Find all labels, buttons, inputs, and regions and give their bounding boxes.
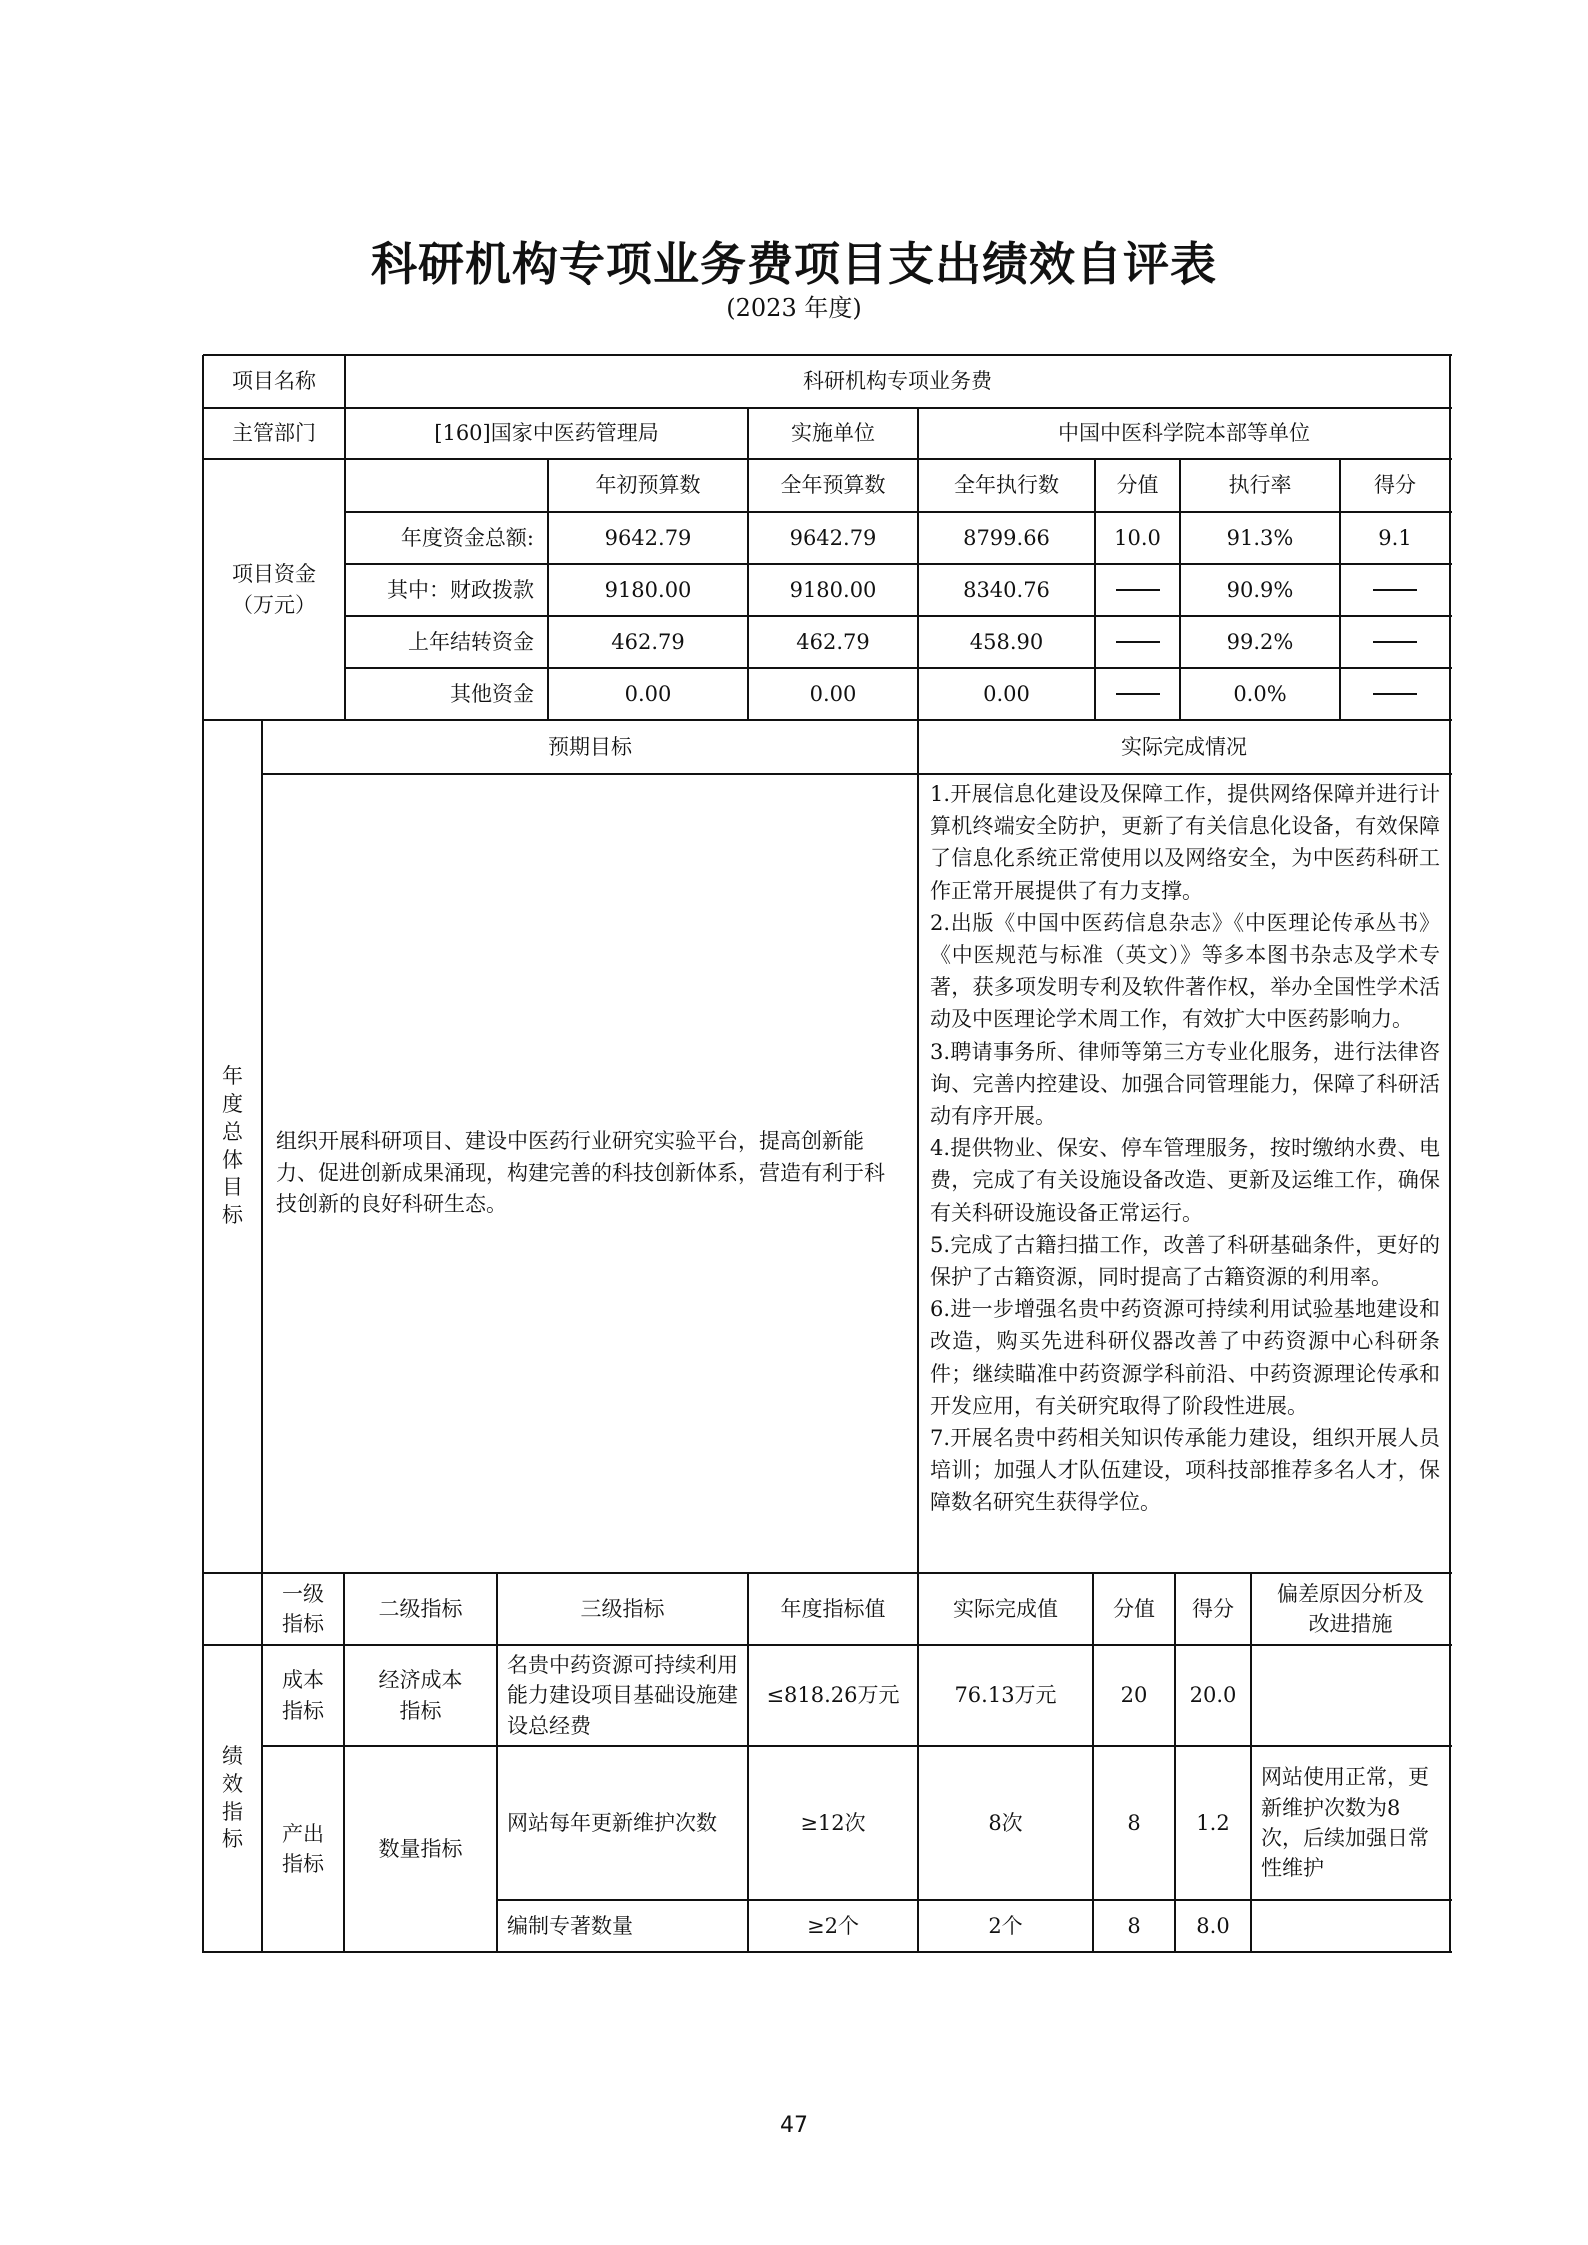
indicator-weight-text: 8	[1127, 1810, 1141, 1835]
annual-goals-label-text: 年度总体目标	[222, 1064, 243, 1227]
grid-line	[203, 407, 1452, 409]
indicator-level2-text: 经济成本指标	[378, 1668, 463, 1723]
funds-value-score	[1340, 512, 1450, 564]
indicator-weight	[1093, 1645, 1175, 1746]
actual-completion-header	[918, 720, 1450, 774]
indicator-col-header	[497, 1573, 748, 1645]
indicator-col-header-text: 分值	[1113, 1596, 1155, 1621]
grid-line	[1449, 355, 1451, 1953]
funds-value-annual-budget	[748, 616, 918, 668]
completion-item: 1.开展信息化建设及保障工作，提供网络保障并进行计算机终端安全防护，更新了有关信息化设备，有效保障了信息化系统正常使用以及网络安全，为中医药科研工作正常开展提供了有力支撑。	[930, 782, 1440, 903]
completion-item: 7.开展名贵中药相关知识传承能力建设，组织开展人员培训；加强人才队伍建设，项科技部推荐多名人才，保障数名研究生获得学位。	[930, 1426, 1440, 1515]
grid-line	[345, 615, 1452, 617]
funds-row-label-text: 上年结转资金	[408, 629, 534, 654]
completion-item: 4.提供物业、保安、停车管理服务，按时缴纳水费、电费，完成了有关设施设备改造、更新及运维工作，确保有关科研设施设备正常运行。	[930, 1136, 1440, 1225]
grid-line	[496, 1573, 498, 1953]
funds-value-initial-budget-text: 0.00	[624, 681, 672, 706]
funds-value-initial-budget-text: 9642.79	[604, 525, 692, 550]
grid-line	[747, 408, 749, 460]
indicator-deviation-text: 网站使用正常，更新维护次数为8次，后续加强日常性维护	[1261, 1765, 1429, 1881]
funds-value-weight-text: 10.0	[1114, 525, 1161, 550]
indicator-col-header	[1251, 1573, 1450, 1645]
grid-line	[1092, 1573, 1094, 1953]
performance-indicators-label-text: 绩效指标	[222, 1744, 243, 1852]
indicator-actual	[918, 1645, 1093, 1746]
funds-value-executed	[918, 564, 1095, 616]
dash-placeholder	[1095, 668, 1180, 720]
indicator-level3-text: 编制专著数量	[507, 1913, 633, 1938]
actual-completion-list	[930, 778, 1440, 1519]
completion-item: 3.聘请事务所、律师等第三方专业化服务，进行法律咨询、完善内控建设、加强合同管理能力，保障了科研活动有序开展。	[930, 1039, 1440, 1129]
funds-row-label	[345, 512, 548, 564]
indicator-level3	[497, 1746, 748, 1900]
project-name-label-text: 项目名称	[232, 369, 316, 394]
indicator-deviation	[1251, 1645, 1450, 1746]
grid-line	[1094, 459, 1096, 721]
page-subtitle: (2023 年度)	[726, 294, 862, 322]
department-value	[345, 408, 748, 459]
grid-line	[917, 459, 919, 721]
funds-col-header	[1340, 459, 1450, 512]
em-dash	[1116, 641, 1160, 643]
indicator-score	[1175, 1900, 1251, 1952]
grid-line	[345, 511, 1452, 513]
funds-value-annual-budget-text: 0.00	[809, 681, 857, 706]
grid-line	[747, 459, 749, 721]
dash-placeholder	[1340, 668, 1450, 720]
funds-value-rate	[1180, 512, 1340, 564]
implementing-unit-value-text: 中国中医科学院本部等单位	[1058, 421, 1310, 446]
grid-line	[547, 459, 549, 721]
funds-col-header	[548, 459, 748, 512]
indicator-score-text: 1.2	[1196, 1810, 1230, 1835]
grid-line	[261, 720, 263, 1953]
indicator-col-header	[1093, 1573, 1175, 1645]
grid-line	[262, 1745, 1452, 1747]
funds-value-rate-text: 90.9%	[1226, 577, 1294, 602]
dash-placeholder	[1095, 564, 1180, 616]
funds-col-header-text: 得分	[1374, 473, 1416, 498]
indicator-actual-text: 76.13万元	[954, 1683, 1057, 1708]
indicator-col-header-text: 二级指标	[378, 1596, 463, 1621]
grid-line	[203, 719, 1452, 721]
funds-value-rate-text: 0.0%	[1233, 681, 1287, 706]
implementing-unit-label-text: 实施单位	[791, 421, 875, 446]
project-name-value-text: 科研机构专项业务费	[803, 369, 992, 394]
funds-section-label-text: 项目资金（万元）	[232, 562, 316, 617]
indicator-target-text: ≥2个	[807, 1913, 859, 1938]
funds-row-label	[345, 564, 548, 616]
completion-item: 5.完成了古籍扫描工作，改善了科研基础条件，更好的保护了古籍资源，同时提高了古籍资源的利用率。	[930, 1232, 1440, 1290]
project-name-label	[203, 355, 345, 408]
indicator-col-header-text: 年度指标值	[780, 1596, 886, 1621]
funds-value-rate	[1180, 616, 1340, 668]
indicator-level2	[344, 1746, 497, 1952]
department-label-text: 主管部门	[232, 421, 316, 446]
funds-value-initial-budget-text: 462.79	[611, 629, 685, 654]
funds-row-label-text: 其他资金	[450, 681, 534, 706]
funds-col-header	[748, 459, 918, 512]
grid-line	[203, 354, 1452, 356]
funds-row-label-text: 其中：财政拨款	[387, 577, 534, 602]
indicator-col-header	[344, 1573, 497, 1645]
grid-line	[1339, 459, 1341, 721]
grid-line	[917, 720, 919, 1574]
expected-goal-text	[262, 774, 918, 1573]
funds-value-executed-text: 0.00	[983, 681, 1030, 706]
grid-line	[203, 1951, 1452, 1953]
implementing-unit-value	[918, 408, 1450, 459]
em-dash	[1116, 693, 1160, 695]
indicator-score-text: 20.0	[1189, 1683, 1237, 1708]
indicator-col-header-text: 实际完成值	[953, 1596, 1058, 1621]
funds-value-rate-text: 91.3%	[1226, 525, 1294, 550]
em-dash	[1373, 693, 1417, 695]
funds-value-executed	[918, 668, 1095, 720]
funds-col-header-text: 执行率	[1228, 473, 1292, 498]
funds-value-initial-budget	[548, 564, 748, 616]
indicator-col-header	[918, 1573, 1093, 1645]
indicator-target-text: ≥12次	[800, 1810, 866, 1835]
indicator-target	[748, 1746, 918, 1900]
funds-value-initial-budget	[548, 668, 748, 720]
indicator-actual-text: 8次	[988, 1810, 1023, 1835]
funds-value-executed-text: 8799.66	[963, 525, 1050, 550]
indicator-col-header-text: 三级指标	[580, 1596, 665, 1621]
indicator-score	[1175, 1746, 1251, 1900]
page-number: 47	[780, 2113, 808, 2138]
dash-placeholder	[1095, 616, 1180, 668]
funds-col-header	[1095, 459, 1180, 512]
grid-line	[203, 458, 1452, 460]
funds-col-header	[1180, 459, 1340, 512]
funds-value-executed-text: 458.90	[969, 629, 1044, 654]
grid-line	[343, 1573, 345, 1953]
indicator-level3-text: 网站每年更新维护次数	[507, 1810, 717, 1835]
funds-col-header	[918, 459, 1095, 512]
funds-section-label	[203, 459, 345, 720]
funds-value-initial-budget-text: 9180.00	[604, 577, 692, 602]
em-dash	[1373, 589, 1417, 591]
department-value-text: [160]国家中医药管理局	[434, 421, 659, 446]
indicator-weight	[1093, 1746, 1175, 1900]
funds-value-rate-text: 99.2%	[1226, 629, 1294, 654]
indicator-col-header	[748, 1573, 918, 1645]
indicator-target	[748, 1900, 918, 1952]
funds-value-weight	[1095, 512, 1180, 564]
grid-line	[917, 1573, 919, 1953]
funds-value-executed-text: 8340.76	[963, 577, 1050, 602]
funds-value-rate	[1180, 564, 1340, 616]
funds-row-label	[345, 668, 548, 720]
grid-line	[344, 355, 346, 721]
em-dash	[1373, 641, 1417, 643]
completion-item: 2.出版《中国中医药信息杂志》《中医理论传承丛书》《中医规范与标准（英文）》等多本图书杂志及学术专著，获多项发明专利及软件著作权，举办全国性学术活动及中医理论学术周工作，有效扩大中医药影响力。	[930, 910, 1440, 1032]
indicator-weight-text: 8	[1127, 1913, 1141, 1938]
em-dash	[1116, 589, 1160, 591]
funds-col-header-text: 全年预算数	[780, 473, 886, 498]
actual-completion-header-text: 实际完成情况	[1121, 734, 1247, 759]
expected-goal-text-text: 组织开展科研项目、建设中医药行业研究实验平台，提高创新能力、促进创新成果涌现，构建完善的科技创新体系，营造有利于科技创新的良好科研生态。	[276, 1129, 885, 1217]
indicator-level1	[262, 1746, 344, 1952]
grid-line	[747, 1573, 749, 1953]
indicator-col-header-text: 偏差原因分析及改进措施	[1277, 1581, 1424, 1636]
indicator-level3	[497, 1900, 748, 1952]
funds-value-annual-budget-text: 462.79	[796, 629, 870, 654]
indicator-col-header	[262, 1573, 344, 1645]
grid-line	[262, 773, 1452, 775]
indicator-score	[1175, 1645, 1251, 1746]
funds-value-score-text: 9.1	[1378, 525, 1412, 550]
indicator-level1-text: 成本指标	[282, 1668, 324, 1723]
indicator-weight	[1093, 1900, 1175, 1952]
funds-value-initial-budget	[548, 512, 748, 564]
dash-placeholder	[1340, 564, 1450, 616]
indicator-weight-text: 20	[1120, 1683, 1148, 1708]
indicator-actual	[918, 1746, 1093, 1900]
project-name-value	[345, 355, 1450, 408]
funds-value-annual-budget	[748, 564, 918, 616]
grid-line	[203, 1572, 1452, 1574]
indicator-target	[748, 1645, 918, 1746]
indicator-score-text: 8.0	[1196, 1913, 1230, 1938]
grid-line	[1250, 1573, 1252, 1953]
funds-value-executed	[918, 616, 1095, 668]
funds-value-rate	[1180, 668, 1340, 720]
indicator-level3	[497, 1645, 748, 1746]
grid-line	[1179, 459, 1181, 721]
actual-completion-text	[918, 774, 1450, 1573]
page-title: 科研机构专项业务费项目支出绩效自评表	[371, 237, 1217, 291]
grid-line	[917, 408, 919, 460]
funds-value-executed	[918, 512, 1095, 564]
completion-item: 6.进一步增强名贵中药资源可持续利用试验基地建设和改造，购买先进科研仪器改善了中药资源中心科研条件；继续瞄准中药资源学科前沿、中药资源理论传承和开发应用，有关研究取得了阶段性进展。	[930, 1297, 1440, 1418]
indicator-level1	[262, 1645, 344, 1746]
indicator-level1-text: 产出指标	[282, 1821, 324, 1876]
department-label	[203, 408, 345, 459]
indicator-actual	[918, 1900, 1093, 1952]
indicator-target-text: ≤818.26万元	[766, 1683, 900, 1708]
funds-row-label	[345, 616, 548, 668]
funds-value-annual-budget-text: 9180.00	[789, 577, 877, 602]
indicator-deviation	[1251, 1746, 1450, 1900]
funds-value-initial-budget	[548, 616, 748, 668]
expected-goal-header	[262, 720, 918, 774]
annual-goals-label	[203, 720, 262, 1573]
indicator-actual-text: 2个	[988, 1913, 1023, 1938]
funds-col-header-text: 全年执行数	[954, 473, 1059, 498]
grid-line	[345, 563, 1452, 565]
grid-line	[345, 667, 1452, 669]
indicator-level3-text: 名贵中药资源可持续利用能力建设项目基础设施建设总经费	[507, 1652, 738, 1738]
performance-indicators-label	[203, 1645, 262, 1952]
dash-placeholder	[1340, 616, 1450, 668]
indicator-col-header	[1175, 1573, 1251, 1645]
indicator-deviation	[1251, 1900, 1450, 1952]
grid-line	[203, 1644, 1452, 1646]
grid-line	[202, 355, 204, 1953]
grid-line	[497, 1899, 1452, 1901]
implementing-unit-label	[748, 408, 918, 459]
funds-col-header-text: 年初预算数	[595, 473, 701, 498]
indicator-level2-text: 数量指标	[378, 1836, 463, 1861]
funds-value-annual-budget	[748, 512, 918, 564]
funds-value-annual-budget-text: 9642.79	[789, 525, 877, 550]
funds-row-label-text: 年度资金总额:	[400, 525, 534, 550]
funds-value-annual-budget	[748, 668, 918, 720]
expected-goal-header-text: 预期目标	[548, 734, 632, 759]
indicator-level2	[344, 1645, 497, 1746]
indicator-col-header-text: 得分	[1192, 1596, 1234, 1621]
funds-col-header-text: 分值	[1116, 473, 1159, 498]
indicator-col-header-text: 一级指标	[282, 1581, 324, 1636]
grid-line	[1174, 1573, 1176, 1953]
